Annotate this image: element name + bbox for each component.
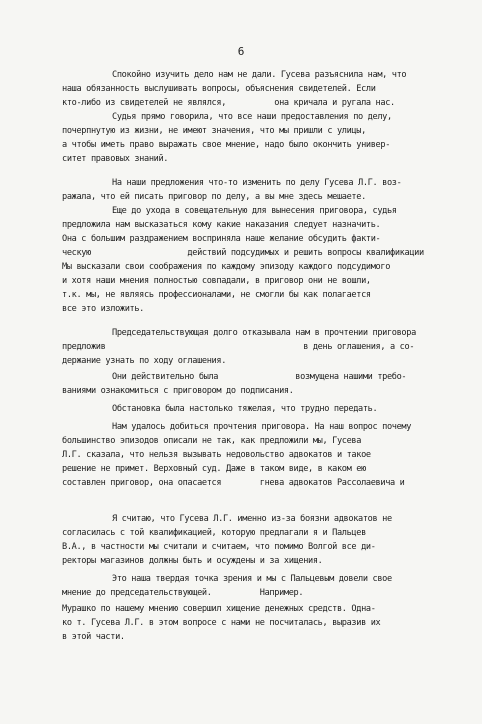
text-line: предложила нам высказаться кому какие наказания следует назначить. bbox=[62, 220, 381, 230]
text-line: все это изложить. bbox=[62, 304, 145, 314]
text-line: Судья прямо говорила, что все наши предоставления по делу, bbox=[112, 112, 392, 122]
text-line: Мы высказали свои соображения по каждому эпизоду каждого подсудимого bbox=[62, 262, 391, 272]
text-line: Мурашко по нашему мнению совершил хищение денежных средств. Одна- bbox=[62, 604, 376, 614]
text-line: держание узнать по ходу оглашения. bbox=[62, 356, 227, 366]
text-line: ко т. Гусева Л.Г. в этом вопросе с нами не посчиталась, выразив их bbox=[62, 618, 381, 628]
text-line: Еще до ухода в совещательную для вынесения приговора, судья bbox=[112, 206, 397, 216]
text-line: Она с большим раздражением восприняла наше желание обсудить факти- bbox=[62, 234, 381, 244]
text-line: наша обязанность выслушивать вопросы, объяснения свидетелей. Если bbox=[62, 84, 376, 94]
text-line: ректоры магазинов должны быть и осуждены и за хищения. bbox=[62, 556, 323, 566]
text-line: Это наша твердая точка зрения и мы с Пальцевым довели свое bbox=[112, 574, 392, 584]
page-number: 6 bbox=[237, 45, 245, 58]
text-line: решение не примет. Верховный суд. Даже в таком виде, в каком ею bbox=[62, 464, 366, 474]
text-line: ческую действий подсудимых и решить вопросы квалификации bbox=[62, 248, 424, 258]
text-line: В.А., в частности мы считали и считаем, что помимо Волгой все ди- bbox=[62, 542, 376, 552]
text-line: Они действительно была возмущена нашими требо- bbox=[112, 372, 407, 382]
text-line: согласилась с той квалификацией, которую предлагали я и Пальцев bbox=[62, 528, 366, 538]
text-line: ситет правовых знаний. bbox=[62, 154, 169, 164]
text-line: Л.Г. сказала, что нельзя вызывать недовольство адвокатов и такое bbox=[62, 450, 371, 460]
text-line: почерпнутую из жизни, не имеют значения, что мы пришли с улицы, bbox=[62, 126, 366, 136]
text-line: Обстановка была настолько тяжелая, что трудно передать. bbox=[112, 404, 378, 414]
text-line: мнение до председательствующей. Например. bbox=[62, 588, 304, 598]
text-line: т.к. мы, не являясь профессионалами, не смогли бы как полагается bbox=[62, 290, 371, 300]
text-line: кто-либо из свидетелей не являлся, она кричала и ругала нас. bbox=[62, 98, 395, 108]
text-line: большинство эпизодов описали не так, как предложили мы, Гусева bbox=[62, 436, 362, 446]
text-line: составлен приговор, она опасается гнева адвокатов Рассолаевича и bbox=[62, 478, 405, 488]
text-line: а чтобы иметь право выражать свое мнение, надо было окончить универ- bbox=[62, 140, 391, 150]
text-line: Нам удалось добиться прочтения приговора. На наш вопрос почему bbox=[112, 422, 412, 432]
text-line: в этой части. bbox=[62, 632, 125, 642]
text-line: Я считаю, что Гусева Л.Г. именно из-за боязни адвокатов не bbox=[112, 514, 392, 524]
text-line: Спокойно изучить дело нам не дали. Гусева разъяснила нам, что bbox=[112, 70, 407, 80]
text-line: и хотя наши мнения полностью совпадали, в приговор они не вошли, bbox=[62, 276, 371, 286]
text-line: предложив в день оглашения, а со- bbox=[62, 342, 415, 352]
text-line: Председательствующая долго отказывала нам в прочтении приговора bbox=[112, 328, 416, 338]
text-line: ваниями ознакомиться с приговором до подписания. bbox=[62, 386, 294, 396]
text-line: На наши предложения что-то изменить по делу Гусева Л.Г. воз- bbox=[112, 178, 402, 188]
text-line: ражала, что ей писать приговор по делу, а вы мне здесь мешаете. bbox=[62, 192, 366, 202]
